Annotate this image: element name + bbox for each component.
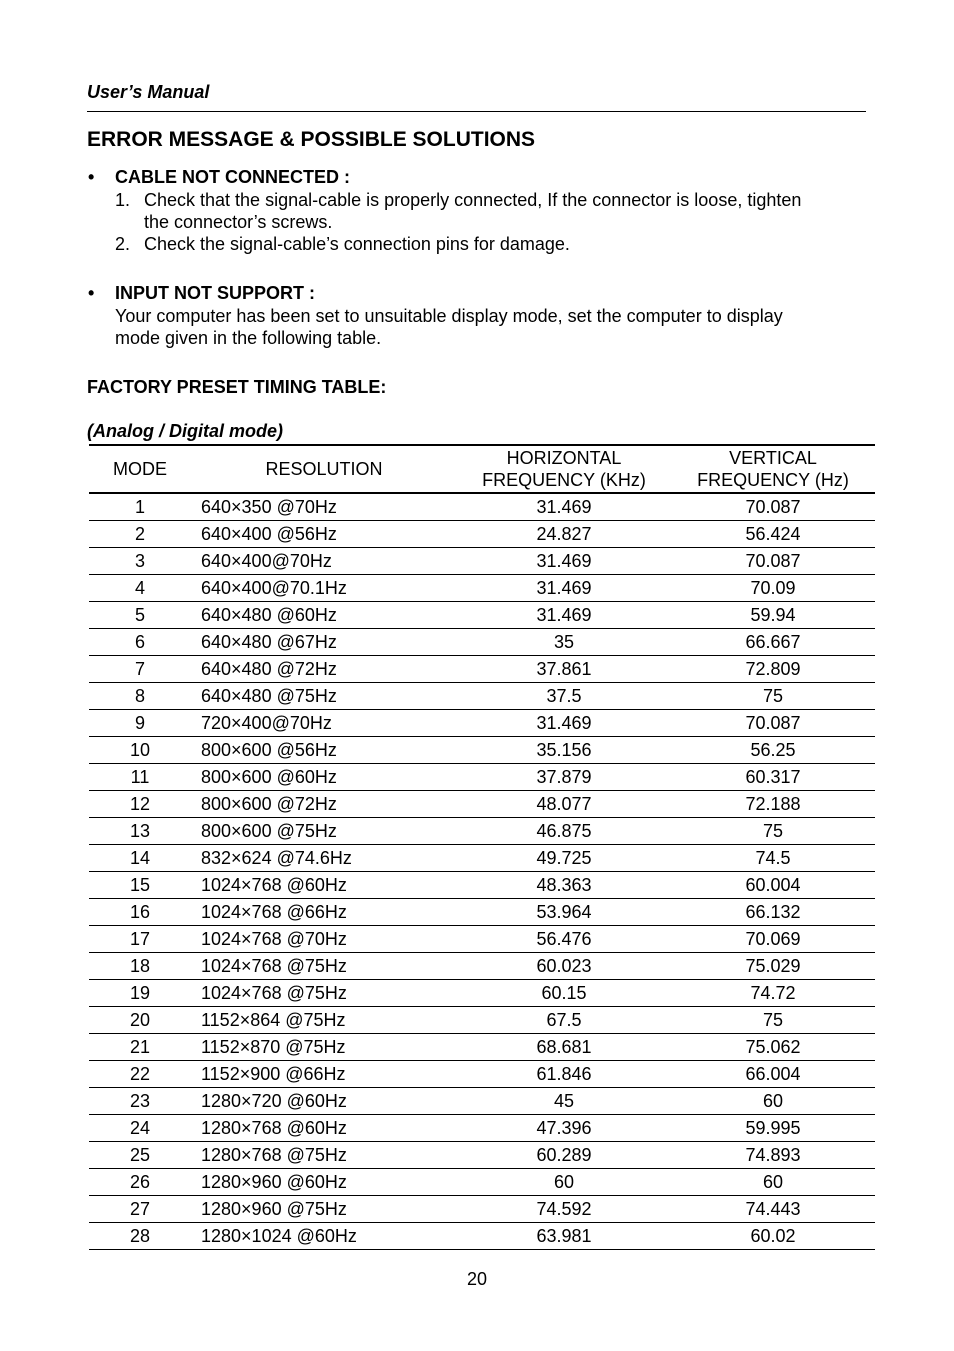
resolution-cell: 1280×768 @75Hz <box>191 1142 457 1169</box>
header-vertical-line-1: VERTICAL <box>729 448 817 468</box>
table-row <box>89 1088 875 1115</box>
resolution-cell: 640×480 @72Hz <box>191 656 457 683</box>
vertical-frequency-cell: 66.004 <box>671 1061 875 1088</box>
horizontal-frequency-cell: 68.681 <box>457 1034 671 1061</box>
header-mode: MODE <box>89 445 191 493</box>
mode-cell: 16 <box>89 899 191 926</box>
table-row <box>89 953 875 980</box>
horizontal-frequency-cell: 60 <box>457 1169 671 1196</box>
horizontal-frequency-cell: 48.363 <box>457 872 671 899</box>
table-row <box>89 845 875 872</box>
vertical-frequency-cell: 75.062 <box>671 1034 875 1061</box>
vertical-frequency-cell: 60.02 <box>671 1223 875 1250</box>
table-row <box>89 521 875 548</box>
vertical-frequency-cell: 72.809 <box>671 656 875 683</box>
resolution-cell: 640×480 @67Hz <box>191 629 457 656</box>
horizontal-frequency-cell: 49.725 <box>457 845 671 872</box>
resolution-cell: 720×400@70Hz <box>191 710 457 737</box>
vertical-frequency-cell: 59.995 <box>671 1115 875 1142</box>
vertical-frequency-cell: 60.317 <box>671 764 875 791</box>
horizontal-frequency-cell: 48.077 <box>457 791 671 818</box>
table-row <box>89 1034 875 1061</box>
vertical-frequency-cell: 56.25 <box>671 737 875 764</box>
table-row <box>89 1061 875 1088</box>
vertical-frequency-cell: 74.72 <box>671 980 875 1007</box>
table-row <box>89 1223 875 1250</box>
resolution-cell: 640×480 @60Hz <box>191 602 457 629</box>
vertical-frequency-cell: 74.893 <box>671 1142 875 1169</box>
horizontal-frequency-cell: 46.875 <box>457 818 671 845</box>
vertical-frequency-cell: 60 <box>671 1169 875 1196</box>
table-row <box>89 899 875 926</box>
vertical-frequency-cell: 70.087 <box>671 493 875 521</box>
header-vertical-frequency <box>671 445 875 493</box>
mode-cell: 4 <box>89 575 191 602</box>
horizontal-frequency-cell: 60.15 <box>457 980 671 1007</box>
table-row <box>89 872 875 899</box>
resolution-cell: 1152×870 @75Hz <box>191 1034 457 1061</box>
table-row <box>89 656 875 683</box>
horizontal-frequency-cell: 35 <box>457 629 671 656</box>
mode-cell: 6 <box>89 629 191 656</box>
horizontal-frequency-cell: 35.156 <box>457 737 671 764</box>
resolution-cell: 1280×960 @75Hz <box>191 1196 457 1223</box>
header-horizontal-line-2: FREQUENCY (KHz) <box>482 470 646 490</box>
table-title: FACTORY PRESET TIMING TABLE: <box>87 377 387 397</box>
mode-cell: 8 <box>89 683 191 710</box>
horizontal-frequency-cell: 60.023 <box>457 953 671 980</box>
resolution-cell: 1280×960 @60Hz <box>191 1169 457 1196</box>
cable-step-1-number: 1. <box>115 190 131 210</box>
resolution-cell: 640×480 @75Hz <box>191 683 457 710</box>
vertical-frequency-cell: 75.029 <box>671 953 875 980</box>
bullet-input: • <box>88 283 95 303</box>
table-row <box>89 791 875 818</box>
resolution-cell: 640×400@70.1Hz <box>191 575 457 602</box>
table-header-row <box>89 445 875 493</box>
mode-cell: 21 <box>89 1034 191 1061</box>
mode-cell: 28 <box>89 1223 191 1250</box>
header-divider <box>87 111 866 112</box>
horizontal-frequency-cell: 53.964 <box>457 899 671 926</box>
horizontal-frequency-cell: 37.861 <box>457 656 671 683</box>
mode-cell: 11 <box>89 764 191 791</box>
table-row <box>89 737 875 764</box>
horizontal-frequency-cell: 67.5 <box>457 1007 671 1034</box>
mode-cell: 7 <box>89 656 191 683</box>
vertical-frequency-cell: 59.94 <box>671 602 875 629</box>
mode-cell: 15 <box>89 872 191 899</box>
resolution-cell: 1280×720 @60Hz <box>191 1088 457 1115</box>
resolution-cell: 800×600 @56Hz <box>191 737 457 764</box>
vertical-frequency-cell: 70.069 <box>671 926 875 953</box>
mode-cell: 13 <box>89 818 191 845</box>
horizontal-frequency-cell: 63.981 <box>457 1223 671 1250</box>
header-resolution: RESOLUTION <box>191 445 457 493</box>
table-row <box>89 818 875 845</box>
vertical-frequency-cell: 74.443 <box>671 1196 875 1223</box>
vertical-frequency-cell: 75 <box>671 1007 875 1034</box>
resolution-cell: 1024×768 @66Hz <box>191 899 457 926</box>
table-row <box>89 575 875 602</box>
mode-cell: 10 <box>89 737 191 764</box>
horizontal-frequency-cell: 24.827 <box>457 521 671 548</box>
horizontal-frequency-cell: 31.469 <box>457 575 671 602</box>
resolution-cell: 1152×900 @66Hz <box>191 1061 457 1088</box>
table-row <box>89 926 875 953</box>
table-row <box>89 710 875 737</box>
resolution-cell: 640×400@70Hz <box>191 548 457 575</box>
horizontal-frequency-cell: 60.289 <box>457 1142 671 1169</box>
table-row <box>89 1115 875 1142</box>
vertical-frequency-cell: 70.087 <box>671 710 875 737</box>
horizontal-frequency-cell: 37.879 <box>457 764 671 791</box>
horizontal-frequency-cell: 74.592 <box>457 1196 671 1223</box>
vertical-frequency-cell: 70.087 <box>671 548 875 575</box>
section-title: ERROR MESSAGE & POSSIBLE SOLUTIONS <box>87 128 536 151</box>
vertical-frequency-cell: 72.188 <box>671 791 875 818</box>
resolution-cell: 1024×768 @75Hz <box>191 980 457 1007</box>
horizontal-frequency-cell: 45 <box>457 1088 671 1115</box>
header-horizontal-line-1: HORIZONTAL <box>506 448 622 468</box>
mode-cell: 23 <box>89 1088 191 1115</box>
cable-step-2-line-1: Check the signal-cable’s connection pins for damage. <box>144 234 570 254</box>
mode-cell: 27 <box>89 1196 191 1223</box>
cable-step-1-line-2: the connector’s screws. <box>144 212 333 232</box>
resolution-cell: 800×600 @75Hz <box>191 818 457 845</box>
horizontal-frequency-cell: 37.5 <box>457 683 671 710</box>
resolution-cell: 1152×864 @75Hz <box>191 1007 457 1034</box>
vertical-frequency-cell: 56.424 <box>671 521 875 548</box>
mode-cell: 25 <box>89 1142 191 1169</box>
timing-table <box>89 444 875 1250</box>
mode-cell: 12 <box>89 791 191 818</box>
resolution-cell: 1280×768 @60Hz <box>191 1115 457 1142</box>
table-row <box>89 1007 875 1034</box>
mode-cell: 1 <box>89 493 191 521</box>
vertical-frequency-cell: 75 <box>671 683 875 710</box>
input-heading: INPUT NOT SUPPORT : <box>115 283 316 303</box>
horizontal-frequency-cell: 31.469 <box>457 710 671 737</box>
input-text-line-1: Your computer has been set to unsuitable display mode, set the computer to display <box>115 306 783 326</box>
bullet-cable: • <box>88 167 95 187</box>
horizontal-frequency-cell: 31.469 <box>457 493 671 521</box>
resolution-cell: 832×624 @74.6Hz <box>191 845 457 872</box>
table-row <box>89 493 875 521</box>
manual-header-title: User’s Manual <box>87 82 210 102</box>
mode-cell: 26 <box>89 1169 191 1196</box>
table-row <box>89 1142 875 1169</box>
resolution-cell: 800×600 @72Hz <box>191 791 457 818</box>
mode-cell: 19 <box>89 980 191 1007</box>
resolution-cell: 640×350 @70Hz <box>191 493 457 521</box>
table-row <box>89 1196 875 1223</box>
mode-cell: 3 <box>89 548 191 575</box>
input-text-line-2: mode given in the following table. <box>115 328 382 348</box>
resolution-cell: 1024×768 @60Hz <box>191 872 457 899</box>
mode-cell: 9 <box>89 710 191 737</box>
cable-step-1-line-1: Check that the signal-cable is properly connected, If the connector is loose, tighten <box>144 190 802 210</box>
header-horizontal-frequency <box>457 445 671 493</box>
mode-cell: 20 <box>89 1007 191 1034</box>
timing-table-body <box>89 493 875 1250</box>
resolution-cell: 1024×768 @70Hz <box>191 926 457 953</box>
page-number: 20 <box>466 1269 488 1289</box>
header-vertical-line-2: FREQUENCY (Hz) <box>697 470 849 490</box>
mode-cell: 5 <box>89 602 191 629</box>
table-row <box>89 629 875 656</box>
horizontal-frequency-cell: 31.469 <box>457 602 671 629</box>
resolution-cell: 1280×1024 @60Hz <box>191 1223 457 1250</box>
mode-cell: 24 <box>89 1115 191 1142</box>
table-row <box>89 980 875 1007</box>
table-row <box>89 548 875 575</box>
vertical-frequency-cell: 74.5 <box>671 845 875 872</box>
table-subtitle: (Analog / Digital mode) <box>87 421 283 441</box>
cable-step-2-number: 2. <box>115 234 131 254</box>
horizontal-frequency-cell: 47.396 <box>457 1115 671 1142</box>
resolution-cell: 640×400 @56Hz <box>191 521 457 548</box>
cable-heading: CABLE NOT CONNECTED : <box>115 167 350 187</box>
vertical-frequency-cell: 70.09 <box>671 575 875 602</box>
mode-cell: 22 <box>89 1061 191 1088</box>
table-row <box>89 1169 875 1196</box>
vertical-frequency-cell: 66.132 <box>671 899 875 926</box>
table-row <box>89 764 875 791</box>
horizontal-frequency-cell: 61.846 <box>457 1061 671 1088</box>
vertical-frequency-cell: 66.667 <box>671 629 875 656</box>
table-row <box>89 602 875 629</box>
mode-cell: 18 <box>89 953 191 980</box>
vertical-frequency-cell: 60 <box>671 1088 875 1115</box>
vertical-frequency-cell: 60.004 <box>671 872 875 899</box>
resolution-cell: 1024×768 @75Hz <box>191 953 457 980</box>
table-row <box>89 683 875 710</box>
mode-cell: 2 <box>89 521 191 548</box>
mode-cell: 17 <box>89 926 191 953</box>
horizontal-frequency-cell: 31.469 <box>457 548 671 575</box>
vertical-frequency-cell: 75 <box>671 818 875 845</box>
horizontal-frequency-cell: 56.476 <box>457 926 671 953</box>
resolution-cell: 800×600 @60Hz <box>191 764 457 791</box>
mode-cell: 14 <box>89 845 191 872</box>
